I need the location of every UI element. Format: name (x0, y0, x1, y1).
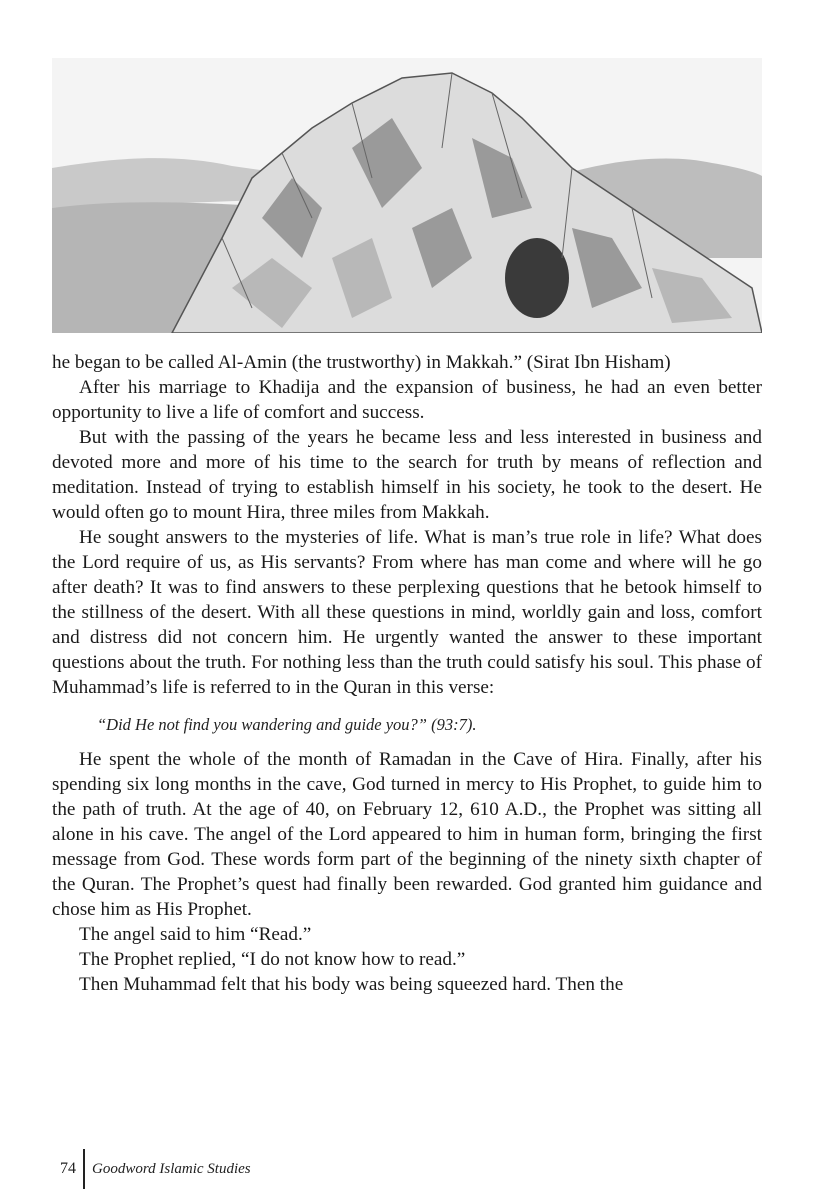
body-text (52, 350, 762, 997)
paragraph: Then Muhammad felt that his body was being squeezed hard. Then the (79, 974, 624, 995)
page-footer (60, 1148, 251, 1190)
cave-opening (505, 238, 569, 318)
mountain-cave-illustration (52, 58, 762, 333)
quran-verse-quote: “Did He not find you wandering and guide you?” (93:7). (97, 715, 477, 734)
page-number: 74 (60, 1160, 76, 1177)
paragraph: But with the passing of the years he became less and less interested in business and devoted more and more of his time to the search for truth by means of reflection and meditation. Instead of trying to establish himself in his society, he took to the desert. He would often go to mount Hira, three miles from Makkah. (52, 427, 762, 523)
footer-divider (83, 1149, 85, 1189)
paragraph: The angel said to him “Read.” (79, 924, 312, 945)
paragraph: After his marriage to Khadija and the expansion of business, he had an even better opportunity to live a life of comfort and success. (52, 377, 762, 423)
paragraph: He spent the whole of the month of Ramadan in the Cave of Hira. Finally, after his spending six long months in the cave, God turned in mercy to His Prophet, to guide him to the path of truth. At the age of 40, on February 12, 610 A.D., the Prophet was sitting all alone in his cave. The angel of the Lord appeared to him in human form, bringing the first message from God. These words form part of the beginning of the ninety sixth chapter of the Quran. The Prophet’s quest had finally been rewarded. God granted him guidance and chose him as His Prophet. (52, 749, 762, 920)
paragraph: He sought answers to the mysteries of life. What is man’s true role in life? What does the Lord require of us, as His servants? From where has man come and where will he go after death? It was to find answers to these perplexing questions that he betook himself to the stillness of the desert. With all these questions in mind, worldly gain and loss, comfort and distress did not concern him. He urgently wanted the answer to these important questions about the truth. For nothing less than the truth could satisfy his soul. This phase of Muhammad’s life is referred to in the Quran in this verse: (52, 527, 762, 698)
paragraph: he began to be called Al-Amin (the trustworthy) in Makkah.” (Sirat Ibn Hisham) (52, 352, 671, 373)
paragraph: The Prophet replied, “I do not know how to read.” (79, 949, 466, 970)
book-title: Goodword Islamic Studies (92, 1160, 251, 1177)
